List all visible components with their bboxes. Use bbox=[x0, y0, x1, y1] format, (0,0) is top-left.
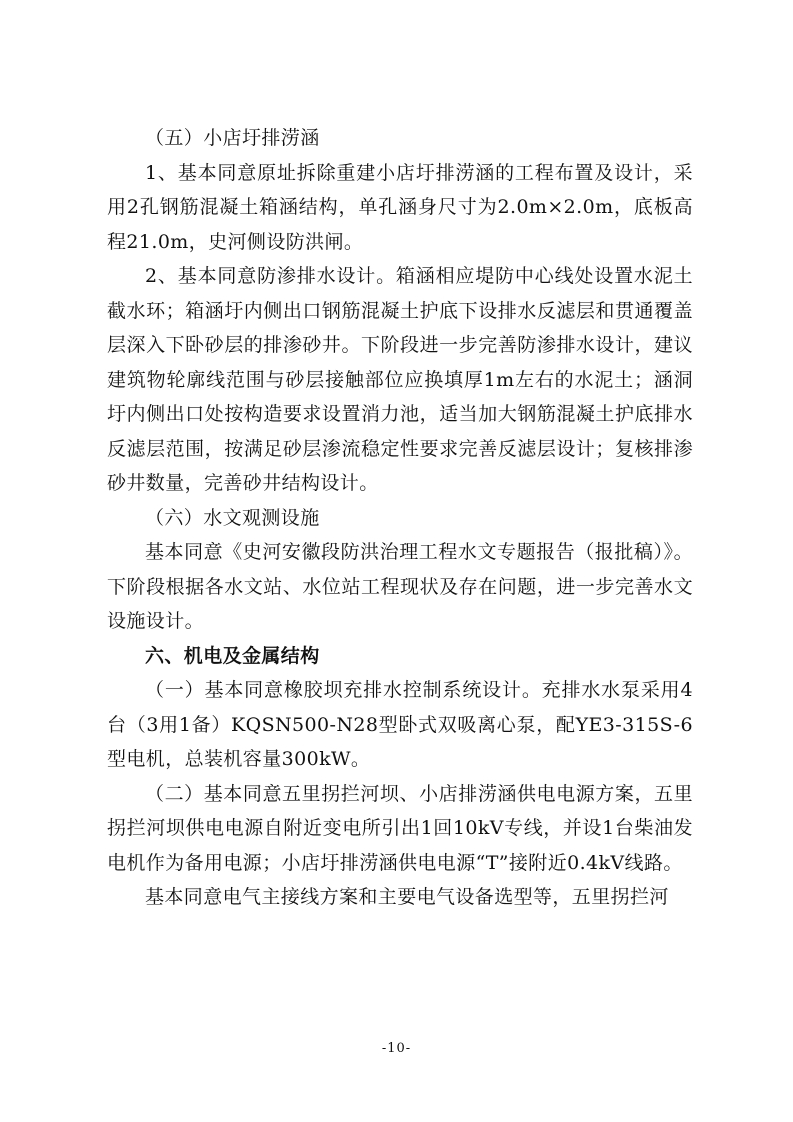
paragraph-pump-system: （一）基本同意橡胶坝充排水控制系统设计。充排水水泵采用4台（3用1备）KQSN500-N28型卧式双吸离心泵，配YE3-315S-6型电机，总装机容量300kW。 bbox=[107, 679, 693, 770]
page-number: -10- bbox=[381, 1041, 412, 1056]
document-body bbox=[107, 121, 693, 915]
paragraph-culvert-layout: 1、基本同意原址拆除重建小店圩排涝涵的工程布置及设计，采用2孔钢筋混凝土箱涵结构，单孔涵身尺寸为2.0m×2.0m，底板高程21.0m，史河侧设防洪闸。 bbox=[107, 161, 693, 253]
paragraph-electrical-wiring: 基本同意电气主接线方案和主要电气设备选型等，五里拐拦河 bbox=[145, 886, 669, 908]
chapter-heading-electromechanical: 六、机电及金属结构 bbox=[145, 644, 320, 667]
paragraph-power-supply: （二）基本同意五里拐拦河坝、小店排涝涵供电电源方案，五里拐拦河坝供电电源自附近变电所引出1回10kV专线，并设1台柴油发电机作为备用电源；小店圩排涝涵供电电源“T”接附近0.4kV线路。 bbox=[107, 782, 693, 874]
section-heading-xiaodianwei-drainage-culvert: （五）小店圩排涝涵 bbox=[145, 127, 320, 149]
paragraph-seepage-drainage: 2、基本同意防渗排水设计。箱涵相应堤防中心线处设置水泥土截水环；箱涵圩内侧出口钢筋混凝土护底下设排水反滤层和贯通覆盖层深入下卧砂层的排渗砂井。下阶段进一步完善防渗排水设计，建议建筑物轮廓线范围与砂层接触部位应换填厚1m左右的水泥土；涵洞圩内侧出口处按构造要求设置消力池，适当加大钢筋混凝土护底排水反滤层范围，按满足砂层渗流稳定性要求完善反滤层设计；复核排渗砂井数量，完善砂井结构设计。 bbox=[107, 265, 693, 494]
section-heading-hydrology-facilities: （六）水文观测设施 bbox=[145, 506, 320, 529]
paragraph-hydrology-report: 基本同意《史河安徽段防洪治理工程水文专题报告（报批稿）》。下阶段根据各水文站、水位站工程现状及存在问题，进一步完善水文设施设计。 bbox=[107, 541, 693, 632]
